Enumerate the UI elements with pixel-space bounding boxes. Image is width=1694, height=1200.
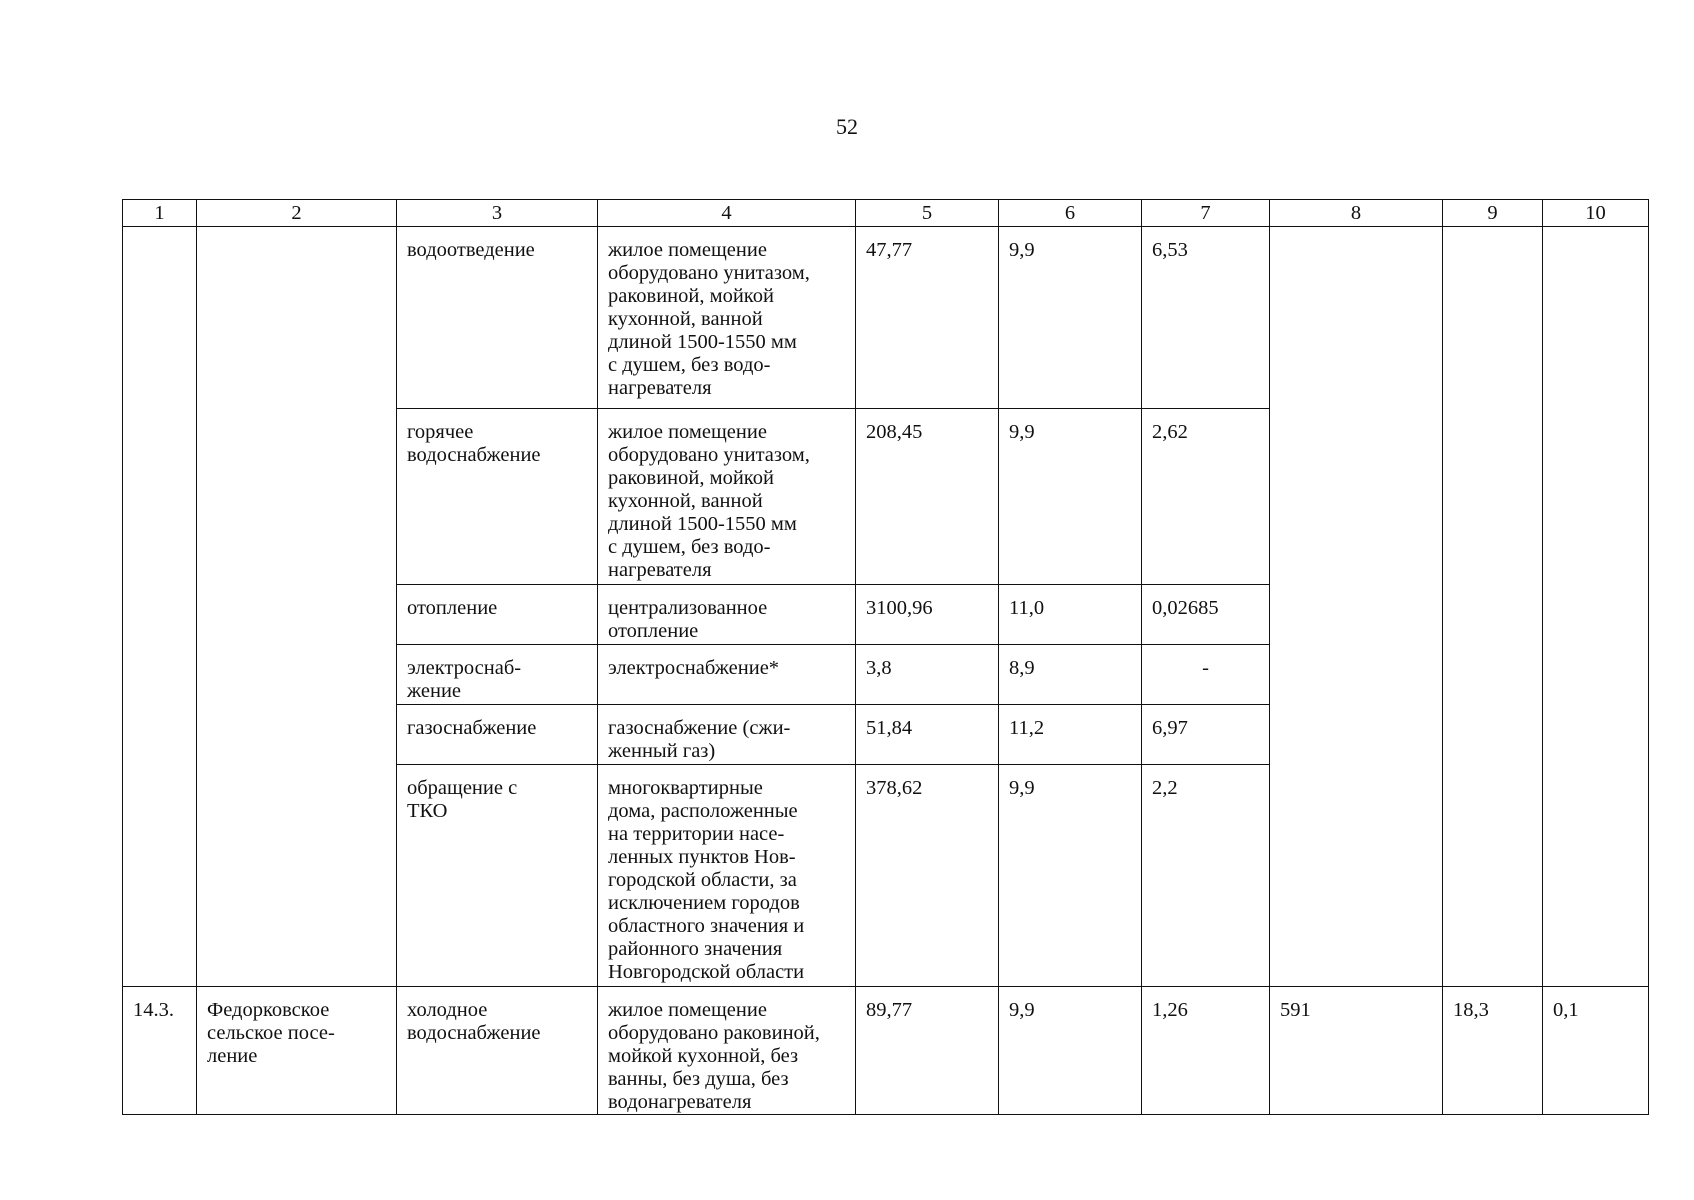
col10-cell: [1543, 227, 1649, 987]
table-row: [123, 987, 1649, 1115]
number-cell: [123, 227, 197, 987]
value-cell: 6,53: [1142, 227, 1270, 409]
value-cell: 6,97: [1142, 705, 1270, 765]
service-cell: горячее водоснабжение: [397, 409, 598, 585]
header-cell: 3: [397, 200, 598, 227]
description-cell: жилое помещение оборудовано раковиной, мойкой кухонной, без ванны, без душа, без водонагревателя: [598, 987, 856, 1115]
header-cell: 5: [856, 200, 999, 227]
value-cell: 1,26: [1142, 987, 1270, 1115]
number-cell: 14.3.: [123, 987, 197, 1115]
description-cell: жилое помещение оборудовано унитазом, раковиной, мойкой кухонной, ванной длиной 1500-1550 мм с душем, без водо- нагревателя: [598, 227, 856, 409]
value-cell: 9,9: [999, 227, 1142, 409]
description-cell: газоснабжение (сжи- женный газ): [598, 705, 856, 765]
col8-cell: 591: [1270, 987, 1443, 1115]
header-cell: 2: [197, 200, 397, 227]
value-cell: -: [1142, 645, 1270, 705]
header-cell: 10: [1543, 200, 1649, 227]
description-cell: многоквартирные дома, расположенные на территории насе- ленных пунктов Нов- городской области, за исключением городов областного значения и районного значения Новгородской области: [598, 765, 856, 987]
col10-cell: 0,1: [1543, 987, 1649, 1115]
value-cell: 47,77: [856, 227, 999, 409]
service-cell: водоотведение: [397, 227, 598, 409]
value-cell: 208,45: [856, 409, 999, 585]
description-cell: централизованное отопление: [598, 585, 856, 645]
value-cell: 2,62: [1142, 409, 1270, 585]
service-cell: отопление: [397, 585, 598, 645]
settlement-cell: Федорковское сельское посе- ление: [197, 987, 397, 1115]
description-cell: жилое помещение оборудовано унитазом, раковиной, мойкой кухонной, ванной длиной 1500-1550 мм с душем, без водо- нагревателя: [598, 409, 856, 585]
page-number: 52: [836, 114, 858, 139]
col9-cell: 18,3: [1443, 987, 1543, 1115]
service-cell: обращение с ТКО: [397, 765, 598, 987]
header-cell: 9: [1443, 200, 1543, 227]
value-cell: 9,9: [999, 987, 1142, 1115]
value-cell: 3100,96: [856, 585, 999, 645]
value-cell: 11,0: [999, 585, 1142, 645]
col9-cell: [1443, 227, 1543, 987]
service-cell: газоснабжение: [397, 705, 598, 765]
value-cell: 11,2: [999, 705, 1142, 765]
service-cell: холодное водоснабжение: [397, 987, 598, 1115]
header-row: [123, 200, 1649, 227]
header-cell: 1: [123, 200, 197, 227]
tariff-table: [122, 199, 1649, 1115]
settlement-cell: [197, 227, 397, 987]
value-cell: 3,8: [856, 645, 999, 705]
header-cell: 4: [598, 200, 856, 227]
value-cell: 89,77: [856, 987, 999, 1115]
value-cell: 8,9: [999, 645, 1142, 705]
description-cell: электроснабжение*: [598, 645, 856, 705]
value-cell: 0,02685: [1142, 585, 1270, 645]
header-cell: 7: [1142, 200, 1270, 227]
header-cell: 6: [999, 200, 1142, 227]
header-cell: 8: [1270, 200, 1443, 227]
value-cell: 51,84: [856, 705, 999, 765]
value-cell: 9,9: [999, 765, 1142, 987]
table-row: [123, 227, 1649, 409]
value-cell: 9,9: [999, 409, 1142, 585]
value-cell: 2,2: [1142, 765, 1270, 987]
service-cell: электроснаб- жение: [397, 645, 598, 705]
col8-cell: [1270, 227, 1443, 987]
value-cell: 378,62: [856, 765, 999, 987]
